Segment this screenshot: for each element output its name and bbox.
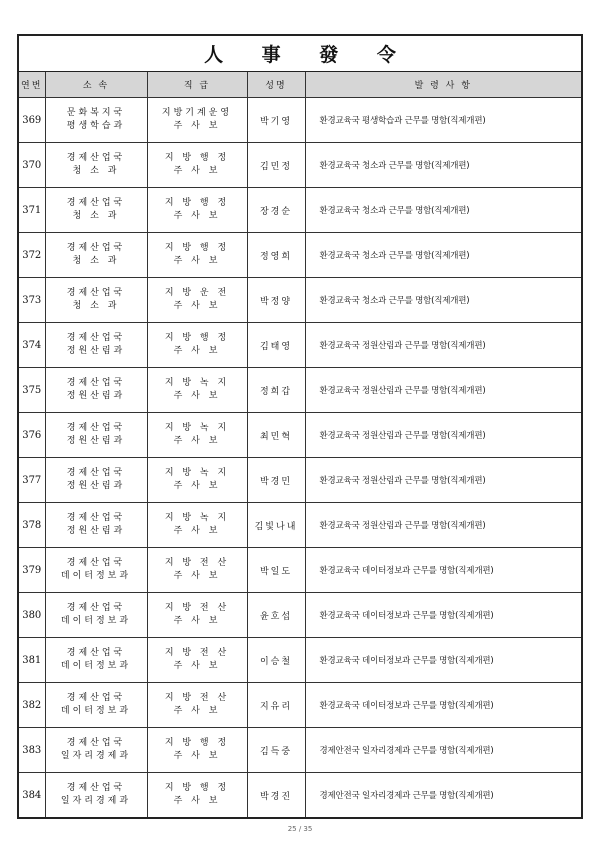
row-name: 최민혁 <box>247 413 305 458</box>
row-name: 박일도 <box>247 548 305 593</box>
department-division: 일자리경제과 <box>60 751 132 761</box>
grade-series: 지방기계운영 <box>161 108 233 118</box>
table-row <box>19 548 581 593</box>
grade-series: 지 방 전 산 <box>164 693 230 703</box>
row-name: 박정양 <box>247 278 305 323</box>
row-grade <box>147 683 247 728</box>
row-grade <box>147 413 247 458</box>
row-number: 381 <box>19 638 45 683</box>
row-number: 372 <box>19 233 45 278</box>
order-sheet <box>17 34 583 819</box>
row-department <box>45 728 147 773</box>
row-name: 정희갑 <box>247 368 305 413</box>
table-row <box>19 593 581 638</box>
row-name: 박경민 <box>247 458 305 503</box>
row-grade <box>147 638 247 683</box>
page-number: 25 / 35 <box>287 825 313 833</box>
grade-series: 지 방 녹 지 <box>164 513 230 523</box>
row-details: 환경교육국 정원산림과 근무를 명함(직제개편) <box>305 413 581 458</box>
table-row <box>19 323 581 368</box>
row-name: 이승철 <box>247 638 305 683</box>
row-number: 374 <box>19 323 45 368</box>
grade-rank: 주 사 보 <box>173 121 221 131</box>
department-bureau: 경제산업국 <box>66 378 126 388</box>
grade-series: 지 방 행 정 <box>164 198 230 208</box>
table-row <box>19 773 581 818</box>
department-bureau: 경제산업국 <box>66 558 126 568</box>
header-details: 발 령 사 항 <box>305 72 581 98</box>
department-bureau: 경제산업국 <box>66 603 126 613</box>
table-row <box>19 98 581 143</box>
table-row <box>19 143 581 188</box>
grade-series: 지 방 녹 지 <box>164 378 230 388</box>
grade-rank: 주 사 보 <box>173 751 221 761</box>
department-bureau: 경제산업국 <box>66 243 126 253</box>
grade-series: 지 방 운 전 <box>164 288 230 298</box>
department-bureau: 경제산업국 <box>66 648 126 658</box>
header-name: 성명 <box>247 72 305 98</box>
row-details: 환경교육국 데이터정보과 근무를 명함(직제개편) <box>305 593 581 638</box>
department-bureau: 경제산업국 <box>66 288 126 298</box>
department-bureau: 경제산업국 <box>66 198 126 208</box>
row-department <box>45 773 147 818</box>
row-number: 370 <box>19 143 45 188</box>
grade-rank: 주 사 보 <box>173 301 221 311</box>
row-grade <box>147 368 247 413</box>
row-department <box>45 98 147 143</box>
row-name: 김민정 <box>247 143 305 188</box>
row-grade <box>147 143 247 188</box>
department-division: 청 소 과 <box>72 256 120 266</box>
department-bureau: 경제산업국 <box>66 693 126 703</box>
row-details: 경제안전국 일자리경제과 근무를 명함(직제개편) <box>305 773 581 818</box>
document-title: 人 事 發 令 <box>19 36 581 72</box>
row-department <box>45 548 147 593</box>
grade-rank: 주 사 보 <box>173 661 221 671</box>
row-details: 환경교육국 정원산림과 근무를 명함(직제개편) <box>305 323 581 368</box>
row-details: 환경교육국 정원산림과 근무를 명함(직제개편) <box>305 503 581 548</box>
grade-series: 지 방 전 산 <box>164 603 230 613</box>
department-division: 정원산림과 <box>66 526 126 536</box>
department-division: 데이터정보과 <box>60 616 132 626</box>
row-number: 379 <box>19 548 45 593</box>
row-details: 환경교육국 정원산림과 근무를 명함(직제개편) <box>305 368 581 413</box>
row-name: 윤호섭 <box>247 593 305 638</box>
department-bureau: 경제산업국 <box>66 738 126 748</box>
grade-rank: 주 사 보 <box>173 346 221 356</box>
row-grade <box>147 773 247 818</box>
department-division: 청 소 과 <box>72 211 120 221</box>
row-number: 375 <box>19 368 45 413</box>
row-name: 지유리 <box>247 683 305 728</box>
row-department <box>45 188 147 233</box>
department-division: 정원산림과 <box>66 436 126 446</box>
department-division: 정원산림과 <box>66 346 126 356</box>
grade-rank: 주 사 보 <box>173 616 221 626</box>
grade-series: 지 방 전 산 <box>164 648 230 658</box>
row-details: 환경교육국 청소과 근무를 명함(직제개편) <box>305 188 581 233</box>
row-grade <box>147 728 247 773</box>
row-number: 376 <box>19 413 45 458</box>
table-row <box>19 413 581 458</box>
row-details: 경제안전국 일자리경제과 근무를 명함(직제개편) <box>305 728 581 773</box>
row-name: 박기영 <box>247 98 305 143</box>
row-details: 환경교육국 데이터정보과 근무를 명함(직제개편) <box>305 638 581 683</box>
row-department <box>45 323 147 368</box>
row-department <box>45 143 147 188</box>
grade-series: 지 방 행 정 <box>164 738 230 748</box>
row-department <box>45 368 147 413</box>
row-details: 환경교육국 데이터정보과 근무를 명함(직제개편) <box>305 548 581 593</box>
row-grade <box>147 233 247 278</box>
header-department: 소 속 <box>45 72 147 98</box>
row-number: 377 <box>19 458 45 503</box>
header-number: 연번 <box>19 72 45 98</box>
table-row <box>19 188 581 233</box>
row-grade <box>147 593 247 638</box>
department-bureau: 문화복지국 <box>66 108 126 118</box>
row-department <box>45 638 147 683</box>
row-department <box>45 683 147 728</box>
department-bureau: 경제산업국 <box>66 333 126 343</box>
table-row <box>19 233 581 278</box>
row-number: 371 <box>19 188 45 233</box>
row-number: 382 <box>19 683 45 728</box>
row-name: 김태영 <box>247 323 305 368</box>
row-department <box>45 458 147 503</box>
row-department <box>45 413 147 458</box>
row-grade <box>147 458 247 503</box>
table-row <box>19 503 581 548</box>
department-division: 평생학습과 <box>66 121 126 131</box>
row-grade <box>147 278 247 323</box>
header-grade: 직 급 <box>147 72 247 98</box>
row-grade <box>147 323 247 368</box>
department-division: 데이터정보과 <box>60 706 132 716</box>
grade-rank: 주 사 보 <box>173 391 221 401</box>
row-details: 환경교육국 데이터정보과 근무를 명함(직제개편) <box>305 683 581 728</box>
row-name: 김득중 <box>247 728 305 773</box>
row-details: 환경교육국 정원산림과 근무를 명함(직제개편) <box>305 458 581 503</box>
table-row <box>19 683 581 728</box>
personnel-table <box>19 72 581 817</box>
table-row <box>19 728 581 773</box>
row-details: 환경교육국 청소과 근무를 명함(직제개편) <box>305 233 581 278</box>
grade-series: 지 방 전 산 <box>164 558 230 568</box>
grade-series: 지 방 녹 지 <box>164 468 230 478</box>
department-bureau: 경제산업국 <box>66 783 126 793</box>
row-department <box>45 233 147 278</box>
grade-rank: 주 사 보 <box>173 571 221 581</box>
row-number: 384 <box>19 773 45 818</box>
row-details: 환경교육국 청소과 근무를 명함(직제개편) <box>305 143 581 188</box>
department-bureau: 경제산업국 <box>66 423 126 433</box>
row-name: 박경진 <box>247 773 305 818</box>
department-bureau: 경제산업국 <box>66 468 126 478</box>
table-header-row <box>19 72 581 98</box>
row-grade <box>147 188 247 233</box>
row-name: 정영희 <box>247 233 305 278</box>
table-row <box>19 458 581 503</box>
grade-rank: 주 사 보 <box>173 706 221 716</box>
grade-series: 지 방 녹 지 <box>164 423 230 433</box>
table-body <box>19 98 581 818</box>
grade-series: 지 방 행 정 <box>164 243 230 253</box>
row-details: 환경교육국 평생학습과 근무를 명함(직제개편) <box>305 98 581 143</box>
department-division: 데이터정보과 <box>60 571 132 581</box>
row-grade <box>147 98 247 143</box>
grade-series: 지 방 행 정 <box>164 783 230 793</box>
grade-rank: 주 사 보 <box>173 526 221 536</box>
grade-series: 지 방 행 정 <box>164 153 230 163</box>
row-number: 383 <box>19 728 45 773</box>
row-number: 378 <box>19 503 45 548</box>
row-grade <box>147 548 247 593</box>
row-number: 369 <box>19 98 45 143</box>
department-division: 정원산림과 <box>66 481 126 491</box>
row-department <box>45 278 147 323</box>
department-bureau: 경제산업국 <box>66 153 126 163</box>
grade-rank: 주 사 보 <box>173 436 221 446</box>
department-division: 일자리경제과 <box>60 796 132 806</box>
row-grade <box>147 503 247 548</box>
grade-rank: 주 사 보 <box>173 166 221 176</box>
row-department <box>45 593 147 638</box>
department-bureau: 경제산업국 <box>66 513 126 523</box>
department-division: 청 소 과 <box>72 166 120 176</box>
grade-rank: 주 사 보 <box>173 211 221 221</box>
row-number: 373 <box>19 278 45 323</box>
department-division: 데이터정보과 <box>60 661 132 671</box>
row-number: 380 <box>19 593 45 638</box>
department-division: 정원산림과 <box>66 391 126 401</box>
row-name: 장경순 <box>247 188 305 233</box>
grade-series: 지 방 행 정 <box>164 333 230 343</box>
table-row <box>19 278 581 323</box>
grade-rank: 주 사 보 <box>173 256 221 266</box>
department-division: 청 소 과 <box>72 301 120 311</box>
row-department <box>45 503 147 548</box>
grade-rank: 주 사 보 <box>173 796 221 806</box>
row-details: 환경교육국 청소과 근무를 명함(직제개편) <box>305 278 581 323</box>
grade-rank: 주 사 보 <box>173 481 221 491</box>
table-row <box>19 368 581 413</box>
row-name: 김빛나내 <box>247 503 305 548</box>
table-row <box>19 638 581 683</box>
